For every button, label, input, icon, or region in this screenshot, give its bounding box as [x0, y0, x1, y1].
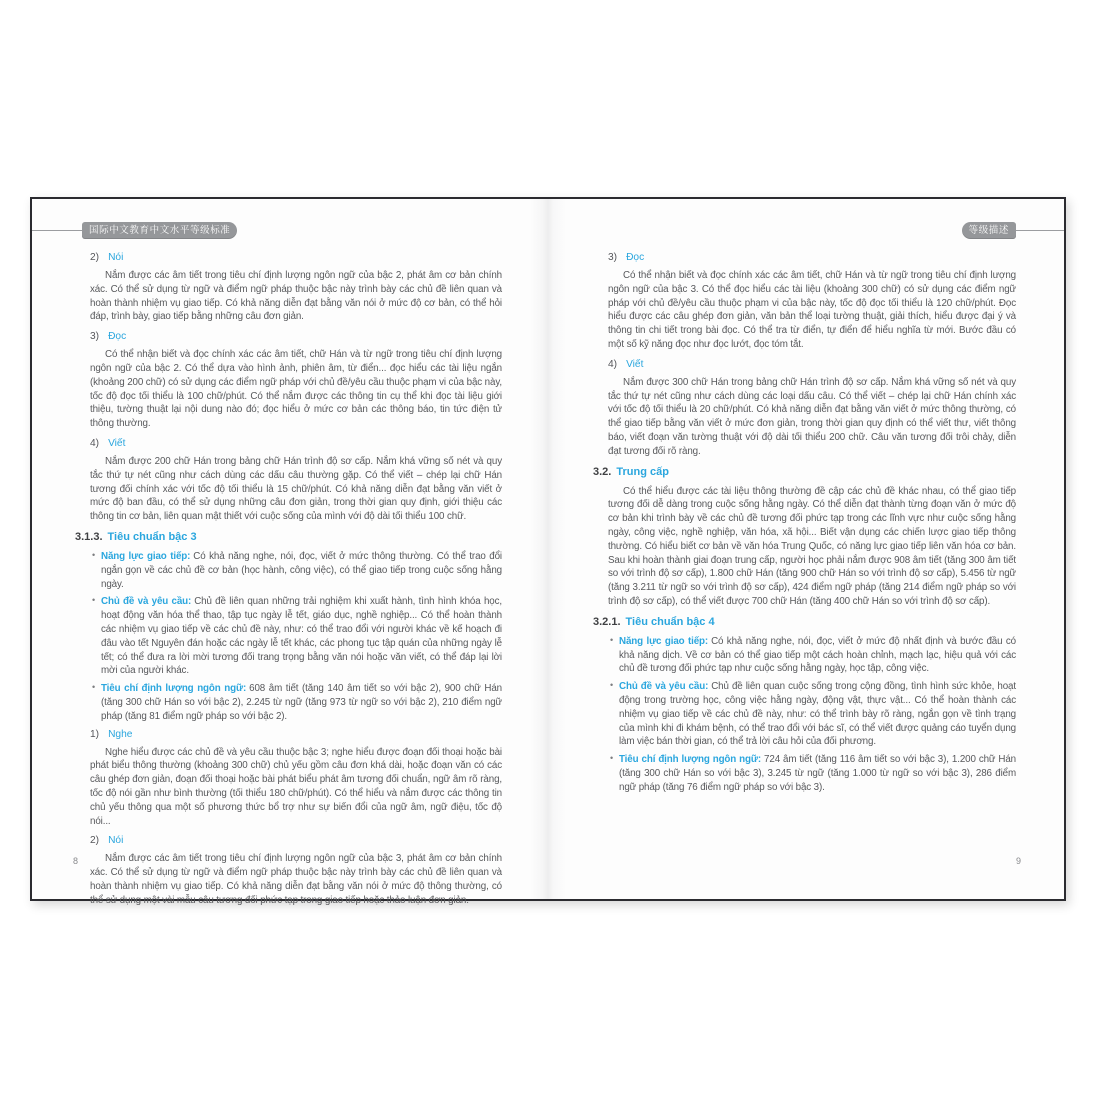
right-page: [548, 199, 1064, 899]
paragraph: Nắm được 300 chữ Hán trong bảng chữ Hán trình độ sơ cấp. Nắm khá vững số nét và quy tắc thứ tự nét cũng như cách dùng các loại dấu câu. Có thể viết – chép lại chữ Hán chính xác với tốc độ tối thiểu là 20 chữ/phút. Có khả năng diễn đạt bằng văn viết ở mức thông thường, có thể giao tiếp bằng văn viết ở mức đơn giản, trong thời gian quy định có thể viết thư, viết thông báo, viết đoạn văn tường thuật với độ dài tối thiểu 200 chữ. Câu văn tương đối trôi chảy, diễn đạt tương đối rõ ràng.: [608, 376, 1016, 457]
section-heading: [608, 358, 1016, 372]
section-heading: [90, 330, 502, 344]
header-rule-left: [32, 230, 82, 231]
bullet-text: Có khả năng nghe, nói, đọc, viết ở mức độ nhất định và bước đầu có khả năng dịch. Về cơ bản có thể giao tiếp một cách hoàn chỉnh, mạch lạc, hiệu quả với các chủ đề tương đối phức tạp như cuộc sống hằng ngày, học tập, công việc.: [619, 635, 1017, 675]
left-page: [32, 199, 548, 906]
paragraph: Nghe hiểu được các chủ đề và yêu cầu thuộc bậc 3; nghe hiểu được đoạn đối thoại hoặc bài phát biểu thông thường (khoảng 300 chữ) chủ yếu gồm câu đơn khá dài, hoặc đoạn văn có các câu ghép đơn giản, đoạn đối thoại hoặc bài phát biểu phát âm tương đối chuẩn, ngữ âm rõ ràng, tốc độ nói gần như bình thường (tối thiểu 180 chữ/phút). Có thể hiểu và nắm được các thông tin chủ yếu thông qua một số phương thức bổ trợ như sự biến đổi của ngữ âm, ngữ điệu, tốc độ nói...: [90, 746, 502, 827]
bullet-item: [608, 753, 1016, 794]
subsection-title: Trung cấp: [616, 465, 669, 478]
section-number: 4): [608, 358, 618, 370]
bullet-label: Tiêu chí định lượng ngôn ngữ:: [619, 754, 762, 766]
section-title: Nói: [108, 252, 124, 263]
subsection-heading: [593, 465, 1016, 480]
bullet-label: Chủ đề và yêu cầu:: [101, 596, 192, 608]
bullet-item: [608, 680, 1016, 749]
bullet-item: [608, 635, 1016, 676]
section-title: Nói: [108, 835, 124, 847]
paragraph: Có thể hiểu được các tài liệu thông thường đề cập các chủ đề khác nhau, có thể giao tiếp tương đối dễ dàng trong cuộc sống hằng ngày. Có thể diễn đạt thành từng đoạn văn ở mức độ cơ bản khi trình bày về các chủ đề tương đối phức tạp trong các lĩnh vực như cuộc sống hằng ngày, công việc, nghề nghiệp, văn hóa, xã hội... Biết vận dụng các chiến lược giao tiếp thông thường. Có hiểu biết cơ bản về văn hóa Trung Quốc, có năng lực giao tiếp liên văn hóa cơ bản. Sau khi hoàn thành giai đoạn trung cấp, người học phải nắm được 908 âm tiết (tăng 300 âm tiết so với trình độ sơ cấp), 1.800 chữ Hán (tăng 900 chữ Hán so với trình độ sơ cấp), 5.456 từ ngữ (tăng 3.211 từ ngữ so với trình độ sơ cấp), 424 điểm ngữ pháp (tăng 214 điểm ngữ pháp so với trình độ sơ cấp), có thể viết được 700 chữ Hán (tăng 400 chữ Hán so với trình độ sơ cấp).: [608, 485, 1016, 607]
paragraph: Nắm được các âm tiết trong tiêu chí định lượng ngôn ngữ của bậc 3, phát âm cơ bản chính xác. Có thể sử dụng từ ngữ và điểm ngữ pháp thuộc bậc này trình bày các chủ đề liên quan và hoàn thành nhiệm vụ giao tiếp. Có khả năng diễn đạt bằng văn nói ở mức độ thông thường, có thể sử dụng một vài mẫu câu tương đối phức tạp trong giao tiếp hoặc thảo luận đơn giản.: [90, 853, 502, 906]
subsection-number: 3.2.1.: [593, 615, 621, 628]
header-badge-left: 国际中文教育中文水平等级标准: [82, 222, 237, 239]
right-page-content: [593, 248, 1017, 799]
bullet-text: 608 âm tiết (tăng 140 âm tiết so với bậc 2), 900 chữ Hán (tăng 300 chữ Hán so với bậc 2), 2.245 từ ngữ (tăng 973 từ ngữ so với bậc 2), 210 điểm ngữ pháp (tăng 81 điểm ngữ pháp so với bậc 2).: [101, 683, 503, 722]
section-number: 3): [608, 252, 618, 263]
section-heading: [90, 728, 502, 742]
paragraph: Có thể nhận biết và đọc chính xác các âm tiết, chữ Hán và từ ngữ trong tiêu chí định lượng ngôn ngữ của bậc 2. Có thể dựa vào hình ảnh, phiên âm, từ điển... đọc hiểu các tài liệu ngắn (khoảng 200 chữ) có sử dụng các điểm ngữ pháp với chủ đề/yêu cầu thuộc phạm vi của bậc này, tốc độ đọc tối thiểu là 100 chữ/phút. Có thể nắm được các thông tin cụ thể khi đọc tài liệu giới thiệu, tường thuật lại nội dung nào đó; đọc hiểu ở mức cơ bản các thông báo, tin tức điện tử thông thường.: [90, 349, 502, 430]
subsection-number: 3.1.3.: [75, 530, 103, 543]
bullet-label: Tiêu chí định lượng ngôn ngữ:: [101, 683, 247, 695]
paragraph: Nắm được 200 chữ Hán trong bảng chữ Hán trình độ sơ cấp. Nắm khá vững số nét và quy tắc thứ tự nét cũng như cách dùng các dấu câu thường gặp. Có thể viết – chép lại chữ Hán tương đối chính xác với tốc độ tối thiểu là 15 chữ/phút. Có khả năng diễn đạt bằng văn viết ở mức độ ban đầu, có thể sử dụng những câu đơn giản, trong thời gian quy định, giới thiệu các thông tin cơ bản, liên quan mật thiết với cuộc sống của mình với độ dài tối thiểu 100 chữ.: [90, 455, 502, 523]
bullet-label: Chủ đề và yêu cầu:: [619, 681, 709, 693]
subsection-heading: [593, 615, 1016, 630]
header-badge-right: 等级描述: [962, 222, 1016, 239]
section-title: Nghe: [108, 728, 133, 740]
paragraph: Nắm được các âm tiết trong tiêu chí định lượng ngôn ngữ của bậc 2, phát âm cơ bản chính xác. Có thể sử dụng từ ngữ và điểm ngữ pháp thuộc bậc này trình bày các chủ đề liên quan và hoàn thành nhiệm vụ giao tiếp. Có khả năng diễn đạt bằng văn nói ở mức độ cơ bản, có thể hỏi đáp, trình bày, giao tiếp bằng những câu đơn giản.: [90, 270, 502, 323]
book-spread: [30, 197, 1066, 906]
section-heading: [608, 251, 1016, 265]
section-title: Đọc: [108, 331, 127, 343]
subsection-heading: [75, 530, 502, 545]
bullet-item: [90, 595, 502, 678]
section-heading: [90, 251, 502, 265]
header-rule-right: [1016, 230, 1064, 231]
bullet-text: Chủ đề liên quan cuộc sống trong cộng đồng, tình hình sức khỏe, hoạt động trong trường học, công việc hằng ngày, động vật, thực vật... Có thể hoàn thành các nhiệm vụ giao tiếp về các chủ đề này, như: có thể trình bày rõ ràng, ngắn gọn về tình trạng của mình khi đi khám bệnh, có thể trao đổi với bác sĩ, có thể viết được quảng cáo tuyển dụng làm việc bán thời gian, có thể trả lời câu hỏi của đối phương.: [619, 681, 1016, 748]
section-number: 2): [90, 835, 100, 847]
page-number: 8: [73, 856, 79, 866]
section-heading: [90, 834, 502, 848]
page-number: 9: [1015, 856, 1021, 866]
bullet-text: Có khả năng nghe, nói, đọc, viết ở mức thông thường. Có thể trao đổi ngắn gọn về các chủ đề cơ bản (học hành, công việc), có thể giao tiếp trong cuộc sống hằng ngày.: [101, 550, 502, 590]
section-title: Viết: [626, 358, 644, 370]
section-heading: [90, 437, 502, 451]
section-title: Viết: [108, 437, 126, 449]
bullet-item: [90, 682, 502, 723]
bullet-label: Năng lực giao tiếp:: [101, 550, 191, 562]
bullet-text: 724 âm tiết (tăng 116 âm tiết so với bậc 3), 1.200 chữ Hán (tăng 300 chữ Hán so với bậc 3), 3.245 từ ngữ (tăng 1.000 từ ngữ so với bậc 3), 286 điểm ngữ pháp (tăng 76 điểm ngữ pháp so với bậc 3).: [619, 754, 1017, 793]
bullet-label: Năng lực giao tiếp:: [619, 635, 709, 647]
subsection-number: 3.2.: [593, 465, 612, 478]
paragraph: Có thể nhận biết và đọc chính xác các âm tiết, chữ Hán và từ ngữ trong tiêu chí định lượng ngôn ngữ của bậc 3. Có thể đọc hiểu các tài liệu (khoảng 300 chữ) có sử dụng các điểm ngữ pháp với chủ đề/yêu cầu thuộc phạm vi của bậc này, tốc độ đọc tối thiểu là 120 chữ/phút. Đọc hiểu được các câu ghép đơn giản, văn bản thể loại tường thuật, giải thích, hiểu được đại ý và thông tin chi tiết trong bài đọc. Có thể tra từ điển, tự điển để hiểu nghĩa từ mới. Bước đầu có một số kỹ năng đọc như đọc lướt, đọc tóm tắt.: [608, 270, 1016, 350]
section-number: 1): [90, 728, 100, 740]
left-page-content: [75, 248, 503, 913]
subsection-title: Tiêu chuẩn bậc 3: [107, 530, 197, 543]
bullet-text: Chủ đề liên quan những trải nghiệm khi xuất hành, tình hình khóa học, hoạt động văn hóa thể thao, tập tục ngày lễ tết, giáo dục, nghề nghiệp... Có thể hoàn thành các nhiệm vụ giao tiếp về các chủ đề này, như: có thể trao đổi với người khác về kế hoạch đi đâu vào tết Nguyên đán hoặc các ngày lễ tết khác, các phong tục tập quán của những ngày lễ tết; có thể đưa ra lời mời tương đối trang trọng bằng văn nói hoặc văn viết, có thể đáp lại lời mời của người khác.: [101, 596, 502, 677]
section-title: Đọc: [626, 252, 645, 263]
section-number: 4): [90, 437, 100, 449]
section-number: 3): [90, 331, 100, 343]
bullet-item: [90, 550, 502, 591]
section-number: 2): [90, 252, 100, 263]
subsection-title: Tiêu chuẩn bậc 4: [625, 615, 715, 628]
